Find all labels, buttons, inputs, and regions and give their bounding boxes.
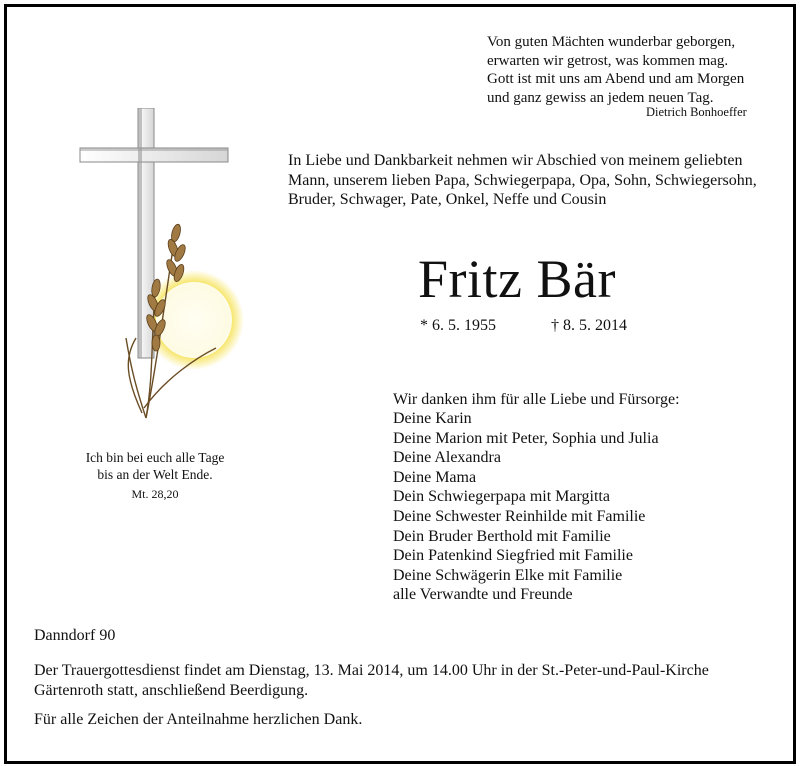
verse-line-1: Ich bin bei euch alle Tage: [85, 450, 225, 465]
mourner-item: Deine Alexandra: [393, 449, 501, 467]
mourner-item: Deine Karin: [393, 410, 472, 427]
thanks-heading: Wir danken ihm für alle Liebe und Fürsorge:: [393, 391, 680, 408]
mourners-list: [393, 409, 659, 605]
mourner-item: Deine Schwägerin Elke mit Familie: [393, 566, 623, 584]
mourner-item: alle Verwandte und Freunde: [393, 586, 573, 604]
cross-wheat-sun-illustration: [76, 108, 246, 438]
bible-verse: [60, 449, 250, 483]
mourner-item: Deine Marion mit Peter, Sophia und Julia: [393, 429, 659, 447]
intro-text: In Liebe und Dankbarkeit nehmen wir Abschied von meinem geliebten Mann, unserem lieben Papa, Schwiegerpapa, Opa, Sohn, Schwiegersohn, Bruder, Schwager, Pate, Onkel, Neffe und Cousin: [288, 152, 757, 208]
death-date: † 8. 5. 2014: [551, 317, 627, 334]
deceased-name: Fritz Bär: [418, 249, 616, 309]
closing-thanks: Für alle Zeichen der Anteilnahme herzlichen Dank.: [34, 711, 363, 728]
poem-author: Dietrich Bonhoeffer: [646, 105, 747, 119]
service-info: Der Trauergottesdienst findet am Dienstag, 13. Mai 2014, um 14.00 Uhr in der St.-Peter-und-Paul-Kirche Gärtenroth statt, anschließend Beerdigung.: [34, 662, 709, 699]
address: Danndorf 90: [34, 627, 116, 644]
mourner-item: Dein Bruder Berthold mit Familie: [393, 527, 611, 545]
mourner-item: Deine Mama: [393, 468, 477, 486]
verse-reference: Mt. 28,20: [131, 487, 179, 501]
poem-text: Von guten Mächten wunderbar geborgen, erwarten wir getrost, was kommen mag. Gott ist mit uns am Abend und am Morgen und ganz gewiss an jedem neuen Tag.: [487, 34, 745, 106]
mourner-item: Dein Schwiegerpapa mit Margitta: [393, 488, 610, 506]
mourner-item: Dein Patenkind Siegfried mit Familie: [393, 547, 633, 565]
verse-line-2: bis an der Welt Ende.: [97, 467, 213, 482]
birth-date: * 6. 5. 1955: [420, 317, 496, 334]
mourner-item: Deine Schwester Reinhilde mit Familie: [393, 507, 646, 525]
